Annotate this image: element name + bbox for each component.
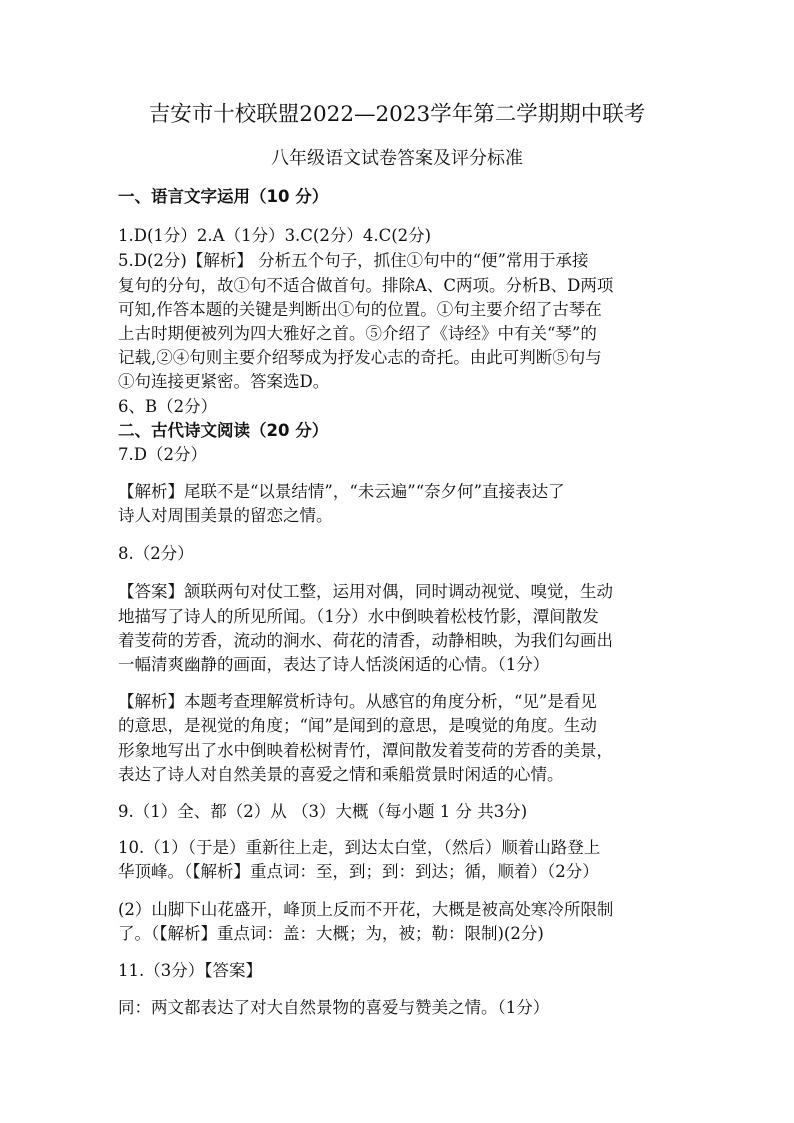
answer-line: ①句连接更紧密。答案选D。 — [118, 372, 330, 391]
answer-line: 形象地写出了水中倒映着松树青竹，潭间散发着芰荷的芳香的美景， — [118, 741, 613, 760]
answer-line: 10.（1）（于是）重新往上走，到达太白堂，（然后）顺着山路登上 — [118, 838, 601, 857]
answer-line: 上古时期便被列为四大雅好之首。⑤介绍了《诗经》中有关“琴”的 — [118, 324, 597, 343]
answer-line: 【答案】颔联两句对仗工整，运用对偶，同时调动视觉、嗅觉，生动 — [118, 582, 613, 601]
answer-line: 8.（2分） — [118, 544, 194, 563]
answer-line: 着芰荷的芳香，流动的涧水、荷花的清香，动静相映，为我们勾画出 — [118, 631, 613, 650]
answer-line: 诗人对周围美景的留恋之情。 — [118, 506, 333, 525]
answer-line: 【解析】尾联不是“以景结情”，“未云遍”“奈夕何”直接表达了 — [118, 482, 565, 501]
answer-line: 6、B（2分） — [118, 397, 218, 416]
document-subtitle: 八年级语文试卷答案及评分标准 — [271, 148, 523, 169]
answer-line: 9.（1）全、都（2）从 （3）大概（每小题 1 分 共3分) — [118, 802, 528, 821]
answer-line: 可知,作答本题的关键是判断出①句的位置。①句主要介绍了古琴在 — [118, 300, 602, 319]
answer-line: 复句的分句，故①句不适合做首句。排除A、C两项。分析B、D两项 — [118, 276, 614, 295]
answer-line: 了。（【解析】重点词：盖：大概；为，被；勒：限制)(2分) — [118, 924, 544, 943]
answer-line: 记载,②④句则主要介绍琴成为抒发心志的奇托。由此可判断⑤句与 — [118, 348, 602, 367]
answer-line: 11.（3分）【答案】 — [118, 961, 262, 980]
answer-line: (2）山脚下山花盛开，峰顶上反而不开花，大概是被高处寒冷所限制 — [118, 900, 614, 919]
answer-line: 5.D(2分)【解析】 分析五个句子，抓住①句中的“便”常用于承接 — [118, 251, 589, 270]
answer-line: 7.D（2分） — [118, 445, 207, 464]
document-title: 吉安市十校联盟2022—2023学年第二学期期中联考 — [148, 102, 646, 127]
section-heading-classical: 二、古代诗文阅读（20 分） — [118, 421, 329, 440]
answer-line: 地描写了诗人的所见所闻。（1分）水中倒映着松枝竹影，潭间散发 — [118, 607, 599, 626]
answer-line: 华顶峰。（【解析】重点词：至，到；到：到达；循，顺着）（2分） — [118, 862, 599, 881]
answer-line: 的意思，是视觉的角度；“闻”是闻到的意思，是嗅觉的角度。生动 — [118, 716, 597, 735]
answer-line: 一幅清爽幽静的画面，表达了诗人恬淡闲适的心情。（1分） — [118, 655, 550, 674]
answer-line: 同：两文都表达了对大自然景物的喜爱与赞美之情。（1分） — [118, 998, 550, 1017]
answer-line: 表达了诗人对自然美景的喜爱之情和乘船赏景时闲适的心情。 — [118, 765, 564, 784]
section-heading-language: 一、语言文字运用（10 分） — [118, 187, 329, 206]
answer-line: 1.D(1分）2.A（1分）3.C(2分）4.C(2分) — [118, 226, 432, 245]
answer-line: 【解析】本题考查理解赏析诗句。从感官的角度分析，“见”是看见 — [118, 692, 597, 711]
